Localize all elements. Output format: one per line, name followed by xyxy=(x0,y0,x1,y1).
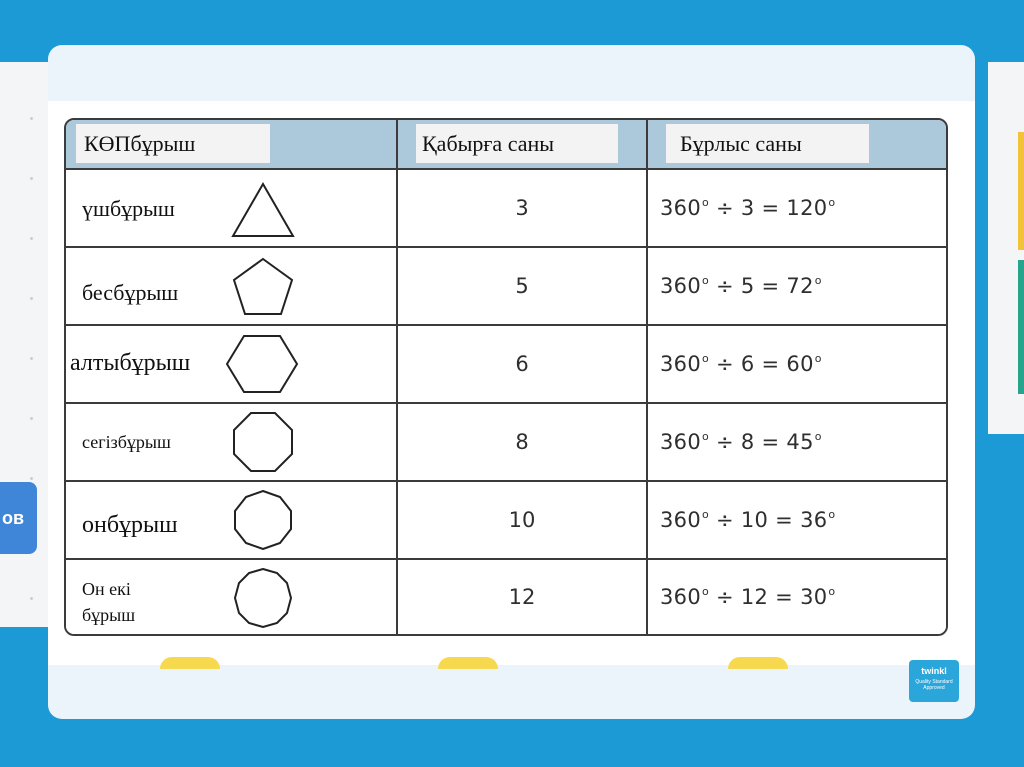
result: 30 xyxy=(800,585,828,609)
divisor: 6 xyxy=(740,352,755,376)
sides-cell: 10 xyxy=(398,482,648,560)
result: 60 xyxy=(786,352,814,376)
dividend: 360 xyxy=(660,196,701,220)
dividend: 360 xyxy=(660,508,701,532)
background-slide-right xyxy=(988,62,1024,434)
header-polygon: КӨПбұрыш xyxy=(76,124,270,163)
table-row xyxy=(66,404,946,482)
polygon-name: бесбұрыш xyxy=(82,280,179,305)
dodecagon-icon xyxy=(230,568,296,628)
angle-formula: $360^о \div 12 = 30^о$ xyxy=(648,560,946,634)
octagon-icon xyxy=(230,412,296,472)
polygon-cell xyxy=(66,326,398,404)
green-strip xyxy=(1018,260,1024,394)
degree-sign: о xyxy=(701,508,710,521)
divisor: 12 xyxy=(740,585,769,609)
sides-cell: 3 xyxy=(398,170,648,248)
degree-sign: о xyxy=(814,430,822,443)
header-angle: Бұрлыс саны xyxy=(666,124,869,163)
dividend: 360 xyxy=(660,430,701,454)
result: 120 xyxy=(786,196,828,220)
degree-sign: о xyxy=(814,274,822,287)
polygon-name-line2: бұрыш xyxy=(82,605,136,625)
header-cell-sides xyxy=(398,120,648,170)
sides-cell: 12 xyxy=(398,560,648,634)
angle-formula: $360^о \div 6 = 60^о$ xyxy=(648,326,946,404)
yellow-decoration xyxy=(160,657,220,669)
polygon-name: сегізбұрыш xyxy=(82,432,171,452)
header-cell-angle xyxy=(648,120,946,170)
polygon-name-line1: Он екі xyxy=(82,579,131,599)
angle-formula: $360^о \div 8 = 45^о$ xyxy=(648,404,946,482)
header-sides: Қабырға саны xyxy=(416,124,618,163)
polygon-cell xyxy=(66,482,398,560)
polygon-name xyxy=(82,576,135,628)
result: 45 xyxy=(786,430,814,454)
dividend: 360 xyxy=(660,352,701,376)
degree-sign: о xyxy=(701,196,710,209)
background-button[interactable]: ов xyxy=(0,482,37,554)
dividend: 360 xyxy=(660,274,701,298)
header-cell-polygon xyxy=(66,120,398,170)
logo-caption: Quality Standard Approved xyxy=(915,679,953,691)
polygon-name: онбұрыш xyxy=(82,512,178,538)
table-row xyxy=(66,560,946,634)
polygon-angle-table xyxy=(64,118,948,636)
twinkl-logo xyxy=(909,660,959,702)
degree-sign: о xyxy=(828,508,836,521)
divisor: 8 xyxy=(740,430,755,454)
sides-cell: 6 xyxy=(398,326,648,404)
sides-cell: 8 xyxy=(398,404,648,482)
degree-sign: о xyxy=(701,430,710,443)
table-row xyxy=(66,170,946,248)
degree-sign: о xyxy=(701,352,710,365)
angle-formula: $360^о \div 5 = 72^о$ xyxy=(648,248,946,326)
polygon-cell xyxy=(66,170,398,248)
table-row xyxy=(66,248,946,326)
polygon-cell xyxy=(66,404,398,482)
divisor: 10 xyxy=(740,508,769,532)
angle-formula: $360^о \div 3 = 120^о$ xyxy=(648,170,946,248)
yellow-strip xyxy=(1018,132,1024,250)
polygon-cell xyxy=(66,248,398,326)
divisor: 3 xyxy=(740,196,755,220)
result: 36 xyxy=(800,508,828,532)
degree-sign: о xyxy=(828,196,836,209)
hexagon-icon xyxy=(224,334,300,394)
yellow-decoration xyxy=(728,657,788,669)
dividend: 360 xyxy=(660,585,701,609)
angle-formula: $360^о \div 10 = 36^о$ xyxy=(648,482,946,560)
table-row xyxy=(66,482,946,560)
table-header-row xyxy=(66,120,946,170)
triangle-icon xyxy=(230,178,296,238)
divisor: 5 xyxy=(740,274,755,298)
pentagon-icon xyxy=(230,256,296,316)
table-row xyxy=(66,326,946,404)
degree-sign: о xyxy=(701,274,710,287)
yellow-decoration xyxy=(438,657,498,669)
polygon-name: үшбұрыш xyxy=(82,196,175,221)
degree-sign: о xyxy=(828,585,836,598)
polygon-cell xyxy=(66,560,398,634)
degree-sign: о xyxy=(701,585,710,598)
decagon-icon xyxy=(230,490,296,550)
sides-cell: 5 xyxy=(398,248,648,326)
logo-brand: twinkl xyxy=(921,666,947,676)
degree-sign: о xyxy=(814,352,822,365)
result: 72 xyxy=(786,274,814,298)
polygon-name: алтыбұрыш xyxy=(70,350,191,376)
